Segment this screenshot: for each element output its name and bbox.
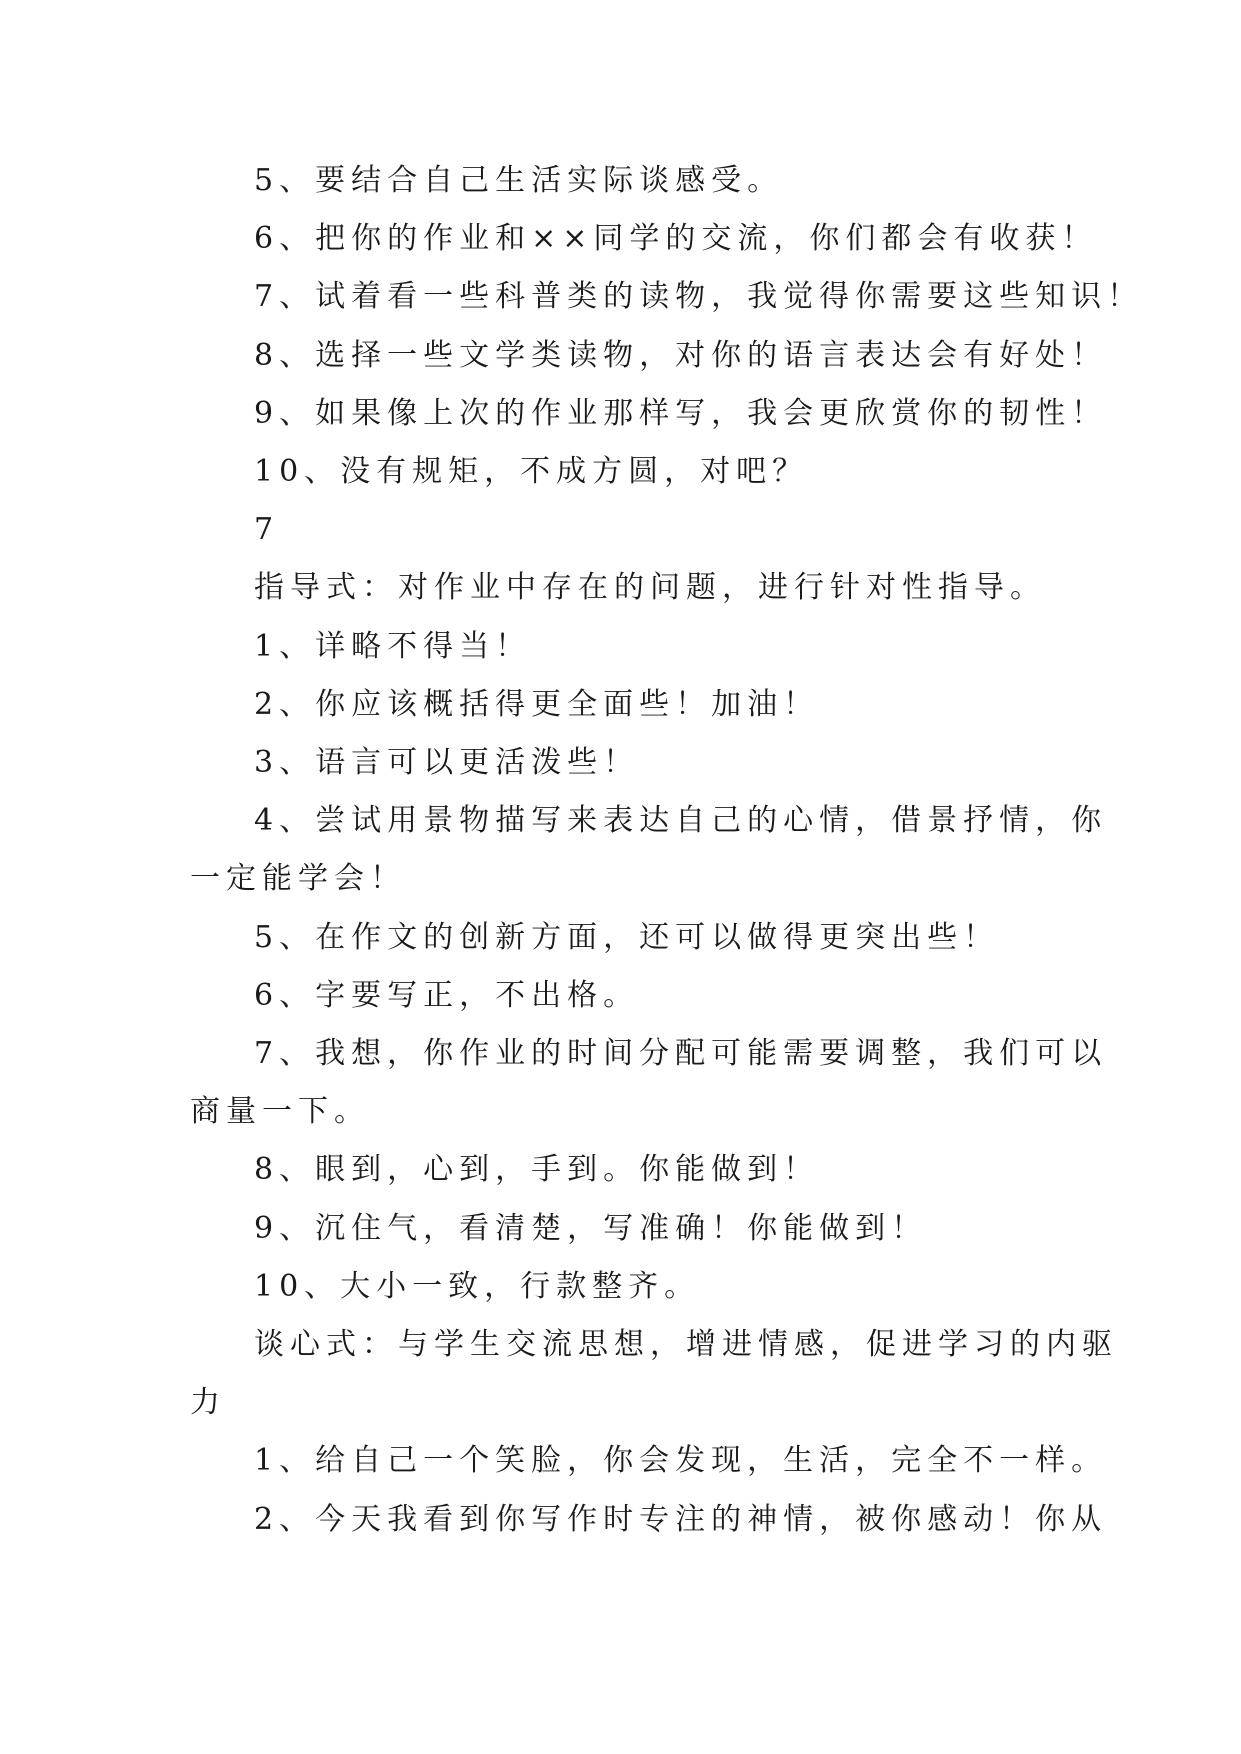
text-line: 8、眼到，心到，手到。你能做到！ <box>254 1152 820 1188</box>
text-line: 4、尝试用景物描写来表达自己的心情，借景抒情，你 <box>254 803 1108 839</box>
text-line: 9、沉住气，看清楚，写准确！你能做到！ <box>254 1210 928 1246</box>
text-line: 3、语言可以更活泼些！ <box>254 745 640 781</box>
text-line-continuation: 力 <box>190 1385 226 1421</box>
text-line: 10、没有规矩，不成方圆，对吧？ <box>254 454 809 490</box>
text-line-continuation: 商量一下。 <box>190 1094 370 1130</box>
text-line: 1、详略不得当！ <box>254 628 532 664</box>
text-line: 2、今天我看到你写作时专注的神情，被你感动！你从 <box>254 1501 1108 1537</box>
text-line: 2、你应该概括得更全面些！加油！ <box>254 686 820 722</box>
text-line: 5、在作文的创新方面，还可以做得更突出些！ <box>254 919 1000 955</box>
text-line: 1、给自己一个笑脸，你会发现，生活，完全不一样。 <box>254 1443 1108 1479</box>
text-line: 5、要结合自己生活实际谈感受。 <box>254 163 784 198</box>
text-line: 7、我想，你作业的时间分配可能需要调整，我们可以 <box>254 1036 1108 1072</box>
text-line: 9、如果像上次的作业那样写，我会更欣赏你的韧性！ <box>254 395 1108 431</box>
section-heading: 指导式：对作业中存在的问题，进行针对性指导。 <box>254 570 1046 606</box>
section-number: 7 <box>254 512 280 548</box>
document-body <box>190 152 1144 1549</box>
section-heading: 谈心式：与学生交流思想，增进情感，促进学习的内驱 <box>254 1327 1118 1363</box>
text-line: 8、选择一些文学类读物，对你的语言表达会有好处！ <box>254 337 1108 373</box>
text-line: 6、字要写正，不出格。 <box>254 977 640 1013</box>
text-line: 6、把你的作业和××同学的交流，你们都会有收获！ <box>254 221 1098 257</box>
text-line: 10、大小一致，行款整齐。 <box>254 1268 701 1304</box>
text-line: 7、试着看一些科普类的读物，我觉得你需要这些知识！ <box>254 279 1144 315</box>
text-line-continuation: 一定能学会！ <box>190 861 406 897</box>
